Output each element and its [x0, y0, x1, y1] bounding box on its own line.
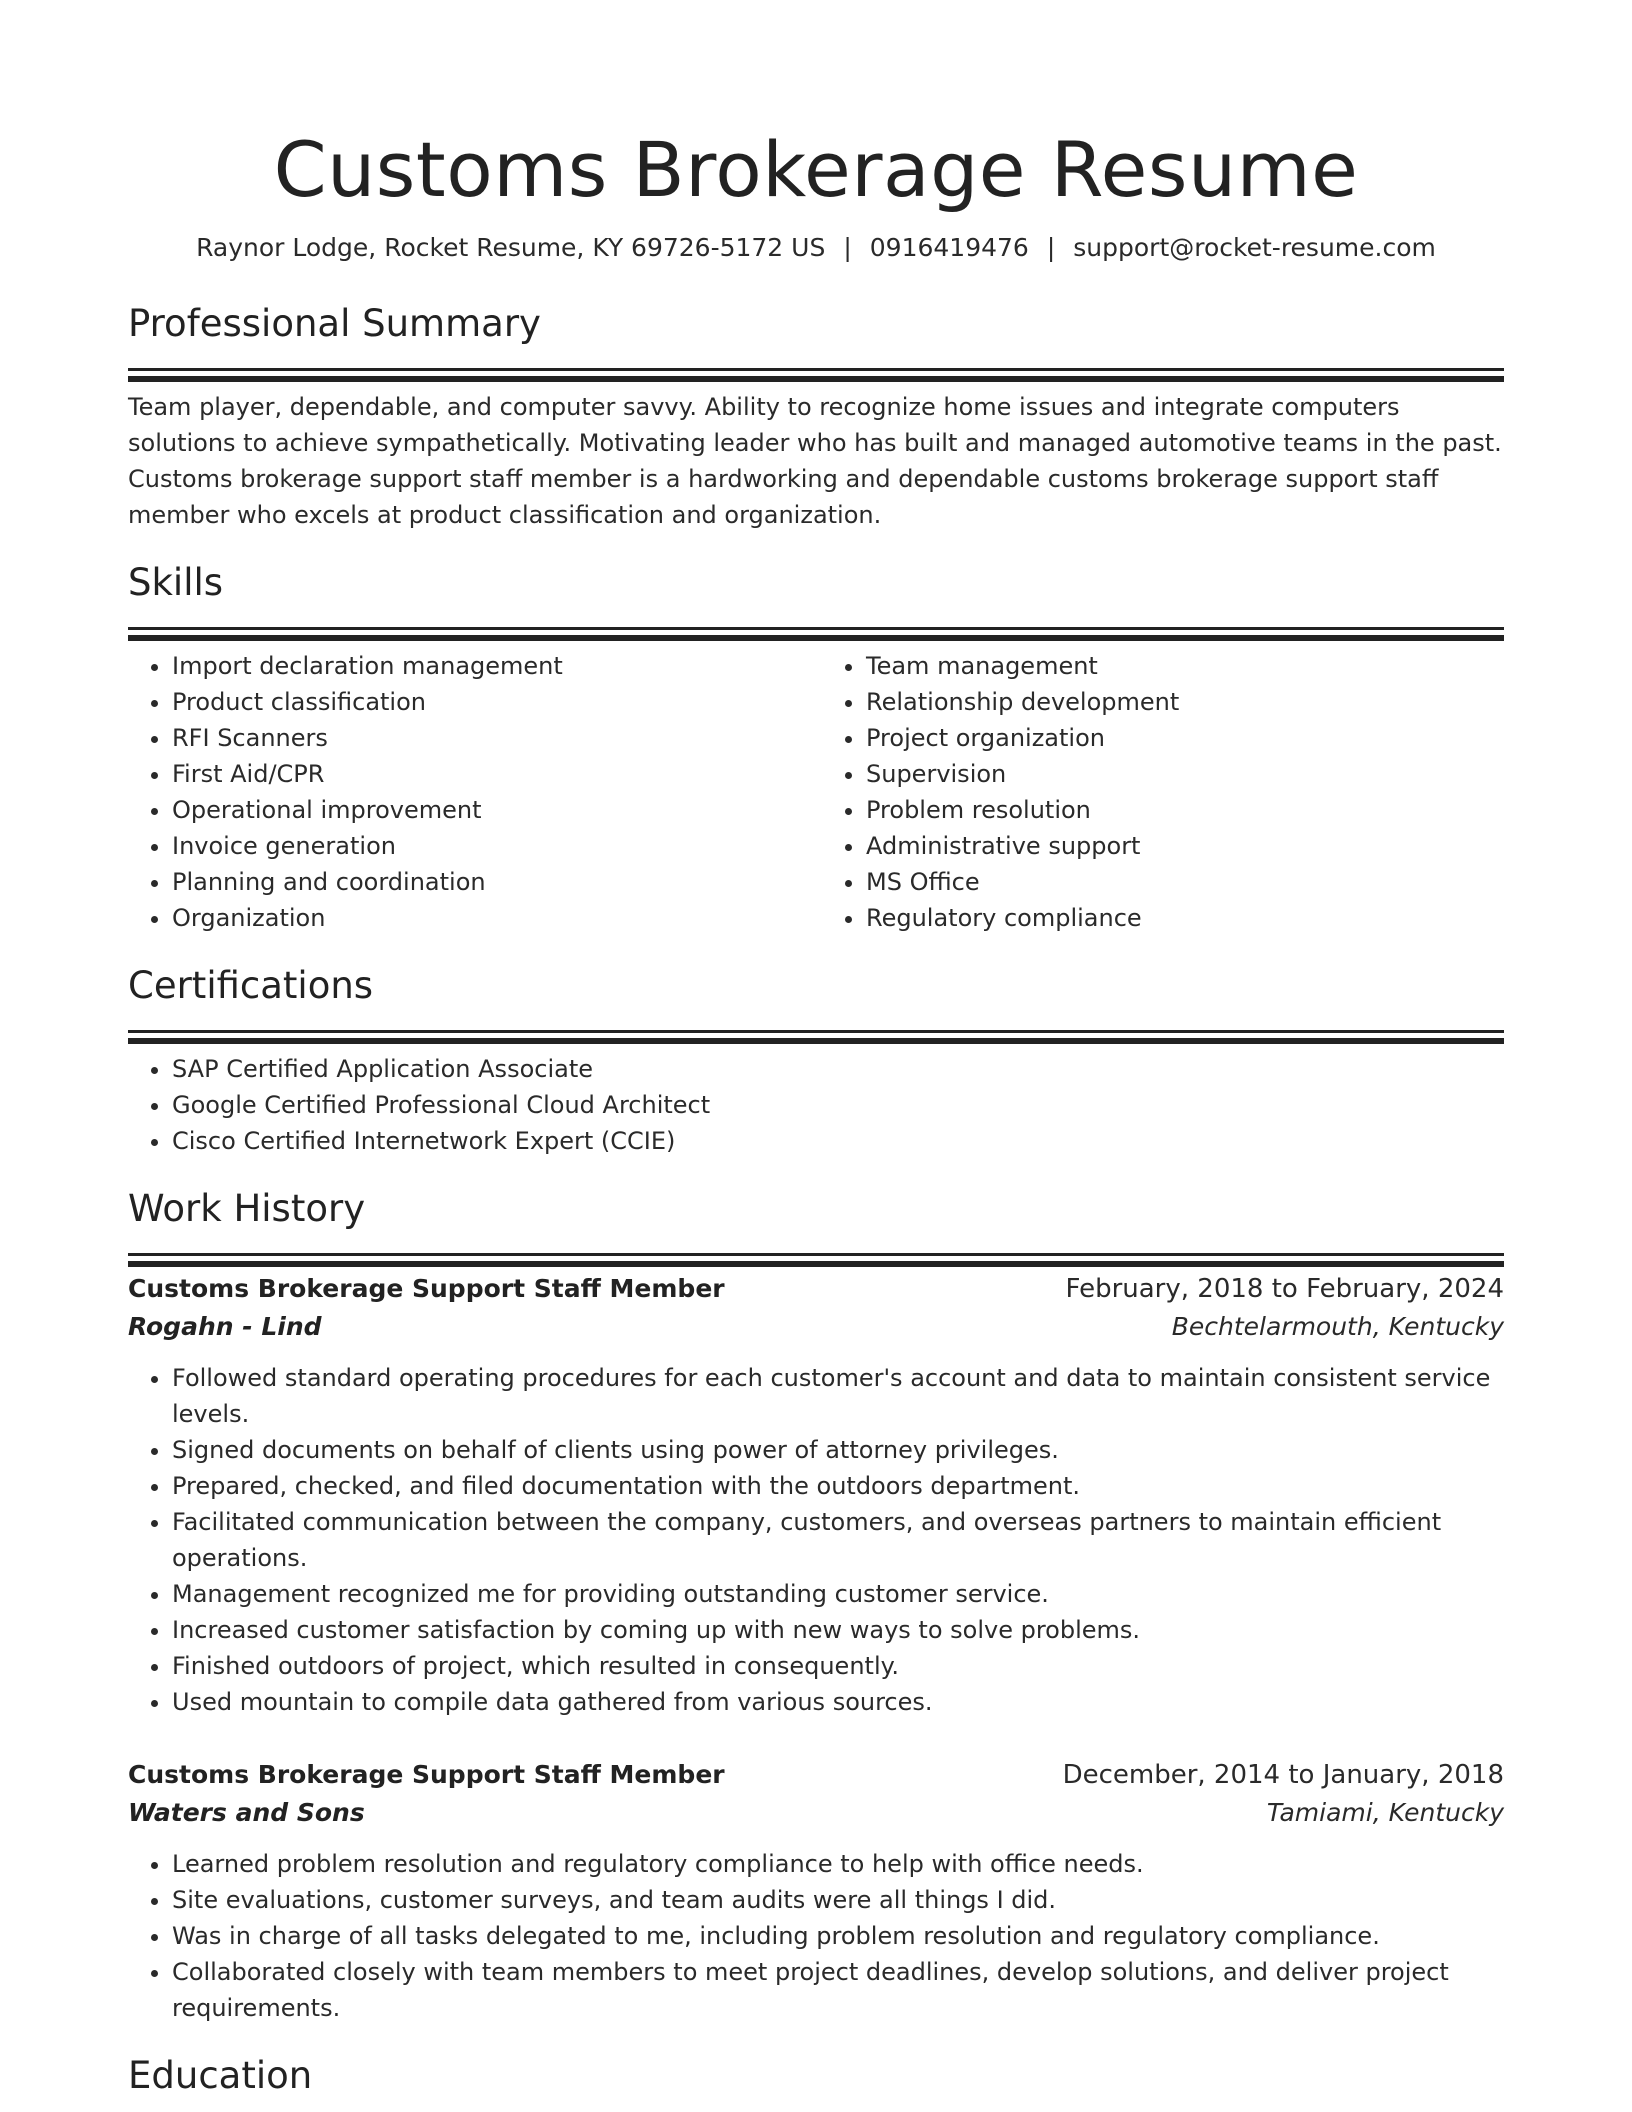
contact-separator: |	[843, 233, 852, 262]
certifications-heading: Certifications	[128, 964, 374, 1007]
work-history-section	[128, 1185, 1504, 2026]
education-heading: Education	[128, 2054, 313, 2097]
skill-item: • Supervision	[866, 756, 1504, 792]
job-dates: February, 2018 to February, 2024	[1065, 1274, 1504, 1304]
skills-heading: Skills	[128, 561, 224, 604]
job-bullet: • Signed documents on behalf of clients using power of attorney privileges.	[172, 1432, 1504, 1468]
resume-page	[128, 0, 1504, 2100]
job-bullet: • Site evaluations, customer surveys, and team audits were all things I did.	[172, 1882, 1504, 1918]
summary-heading: Professional Summary	[128, 302, 541, 345]
job-bullet: • Management recognized me for providing outstanding customer service.	[172, 1576, 1504, 1612]
job-bullet: • Increased customer satisfaction by coming up with new ways to solve problems.	[172, 1612, 1504, 1648]
job-bullet: • Was in charge of all tasks delegated to me, including problem resolution and regulatory compliance.	[172, 1918, 1504, 1954]
job-bullets	[128, 1360, 1504, 1720]
job-company: Waters and Sons	[128, 1798, 365, 1827]
certifications-section	[128, 962, 1504, 1159]
skill-item: • Import declaration management	[172, 648, 816, 684]
contact-address: Raynor Lodge, Rocket Resume, KY 69726-5172 US	[196, 233, 826, 262]
summary-section	[128, 300, 1504, 533]
job-bullet: • Prepared, checked, and filed documentation with the outdoors department.	[172, 1468, 1504, 1504]
resume-title: Customs Brokerage Resume	[273, 125, 1359, 214]
job-entry	[128, 1756, 1504, 2026]
job-bullet: • Used mountain to compile data gathered from various sources.	[172, 1684, 1504, 1720]
contact-separator: |	[1046, 233, 1056, 262]
skill-item: • Relationship development	[866, 684, 1504, 720]
job-location: Bechtelarmouth, Kentucky	[1171, 1312, 1504, 1341]
section-divider	[128, 1030, 1504, 1033]
job-bullet: • Learned problem resolution and regulatory compliance to help with office needs.	[172, 1846, 1504, 1882]
skills-list-right	[816, 648, 1504, 936]
skill-item: • Product classification	[172, 684, 816, 720]
skill-item: • Operational improvement	[172, 792, 816, 828]
skills-list-left	[128, 648, 816, 936]
education-section	[128, 2052, 1504, 2100]
job-bullet: • Collaborated closely with team members to meet project deadlines, develop solutions, and deliver project requirements.	[172, 1954, 1504, 2026]
skill-item: • Regulatory compliance	[866, 900, 1504, 936]
certifications-list	[128, 1051, 1504, 1159]
contact-phone: 0916419476	[869, 233, 1029, 262]
certification-item: • Google Certified Professional Cloud Architect	[172, 1087, 1504, 1123]
skill-item: • First Aid/CPR	[172, 756, 816, 792]
job-bullet: • Facilitated communication between the company, customers, and overseas partners to maintain efficient operations.	[172, 1504, 1504, 1576]
section-divider	[128, 627, 1504, 630]
work-history-heading: Work History	[128, 1187, 366, 1230]
section-divider	[128, 368, 1504, 371]
job-bullets	[128, 1846, 1504, 2026]
skill-item: • Project organization	[866, 720, 1504, 756]
job-location: Tamiami, Kentucky	[1266, 1798, 1504, 1827]
skill-item: • Invoice generation	[172, 828, 816, 864]
skill-item: • Organization	[172, 900, 816, 936]
skill-item: • Team management	[866, 648, 1504, 684]
skills-section	[128, 559, 1504, 936]
skill-item: • Problem resolution	[866, 792, 1504, 828]
job-title: Customs Brokerage Support Staff Member	[128, 1760, 725, 1789]
job-dates: December, 2014 to January, 2018	[1062, 1760, 1504, 1790]
skill-item: • RFI Scanners	[172, 720, 816, 756]
skill-item: • Planning and coordination	[172, 864, 816, 900]
certification-item: • SAP Certified Application Associate	[172, 1051, 1504, 1087]
skills-columns	[128, 648, 1504, 936]
job-title: Customs Brokerage Support Staff Member	[128, 1274, 725, 1303]
skill-item: • MS Office	[866, 864, 1504, 900]
section-divider	[128, 1253, 1504, 1256]
job-bullet: • Followed standard operating procedures for each customer's account and data to maintain consistent service levels.	[172, 1360, 1504, 1432]
contact-line	[128, 230, 1504, 266]
certification-item: • Cisco Certified Internetwork Expert (CCIE)	[172, 1123, 1504, 1159]
job-bullet: • Finished outdoors of project, which resulted in consequently.	[172, 1648, 1504, 1684]
job-company: Rogahn - Lind	[128, 1312, 322, 1341]
summary-text: Team player, dependable, and computer savvy. Ability to recognize home issues and integrate computers solutions to achieve sympathetically. Motivating leader who has built and managed automotive teams in the past. Customs brokerage support staff member is a hardworking and dependable customs brokerage support staff member who excels at product classification and organization.	[128, 393, 1502, 529]
contact-email: support@rocket-resume.com	[1073, 233, 1436, 262]
skill-item: • Administrative support	[866, 828, 1504, 864]
job-entry	[128, 1270, 1504, 1720]
